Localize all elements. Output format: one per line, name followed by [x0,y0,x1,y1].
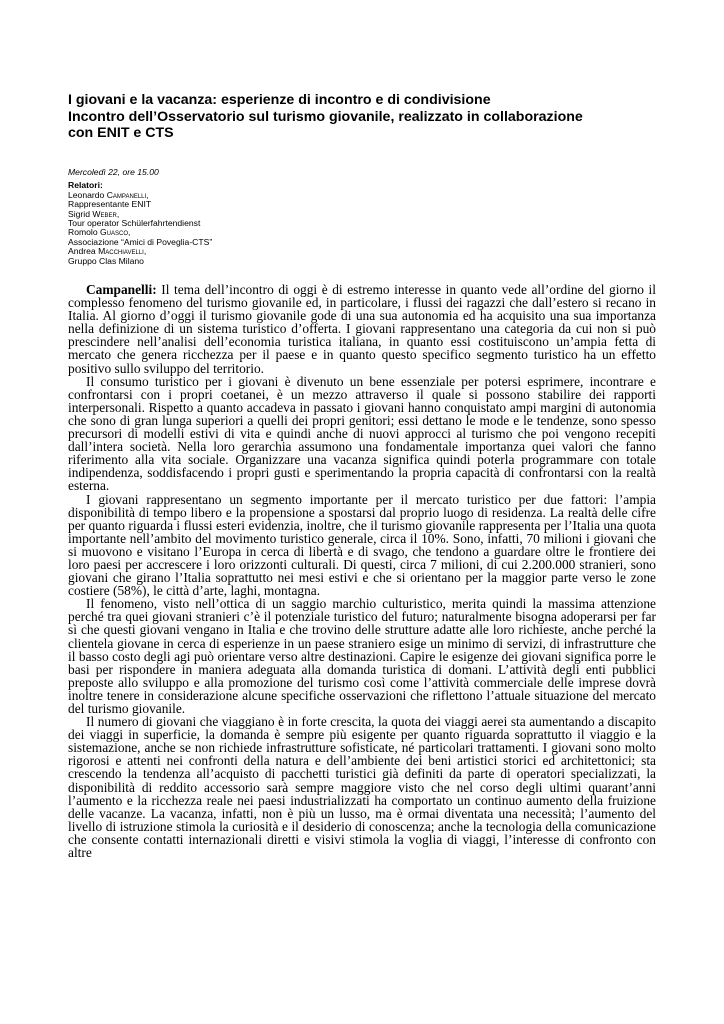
speaker-role: Gruppo Clas Milano [68,255,144,266]
document-title [68,92,668,142]
document-body [68,283,656,859]
speaker-role: Rappresentante ENIT [68,199,152,210]
speaker-name: Romolo Guasco, [68,227,131,238]
speaker-last-name: Macchiavelli [98,246,144,257]
event-meta [68,168,468,266]
paragraph-text: Il tema dell’incontro di oggi è di estremo interesse in quanto vede all’ordine del giorno il complesso fenomeno del turismo giovanile ed, in particolare, i flussi dei ragazzi che dall’estero si recano in Italia. Al giorno d’oggi il turismo giovanile gode di una sua autonomia ed ha acquisito una sua importanza nella definizione di un sistema turistico d’offerta. I giovani rappresentano una categoria da cui non si può prescindere nell’analisi dell’economia turistica italiana, in quanto essi costituiscono un’ampia fetta di mercato che genera ricchezza per il paese e in quanto questo specifico segmento turistico ha un effetto positivo sullo sviluppo del territorio. [68,282,656,376]
speaker-name: Sigrid Weber, [68,208,120,219]
speaker-role: Associazione “Amici di Poveglia-CTS” [68,236,213,247]
speaker-last-name: Guasco [100,227,129,238]
event-date: Mercoledì 22, ore 15.00 [68,167,159,177]
speaker-label: Campanelli: [86,282,157,297]
paragraph: Il numero di giovani che viaggiano è in forte crescita, la quota dei viaggi aerei sta aumentando a discapito dei viaggi in superficie, la domanda è sempre più esigente per quanto riguarda soprattutto il viaggio e la sistemazione, anche se non richiede infrastrutture sofisticate, né particolari trattamenti. I giovani sono molto rigorosi e attenti nei confronti della natura e dell’ambiente dei beni artistici storici ed architettonici; sta crescendo la tendenza all’acquisto di pacchetti turistici già definiti da parte di operatori specializzati, la disponibilità di reddito accessorio sarà sempre maggiore visto che nel corso degli ultimi quarant’anni l’aumento e la ricchezza reale nei paesi industrializzati ha comportato un continuo aumento della fruizione delle vacanze. La vacanza, infatti, non è più un lusso, ma è ormai diventata una necessità; l’aumento del livello di istruzione stimola la curiosità e il desiderio di conoscenza; anche la tecnologia della comunicazione che consente contatti internazionali diretti e visivi stimola la voglia di viaggi, l’interesse di confronto con altre [68,714,656,861]
speaker-last-name: Weber [92,208,117,219]
speaker-name: Andrea Macchiavelli, [68,246,147,257]
speaker-name: Leonardo Campanelli, [68,189,149,200]
paragraph: Il consumo turistico per i giovani è divenuto un bene essenziale per potersi esprimere, incontrare e confrontarsi con i propri coetanei, è un mezzo attraverso il quale si possono stabilire dei rapporti interpersonali. Rispetto a quanto accadeva in passato i giovani hanno conquistato ampi margini di autonomia che sono di gran lunga superiori a quelli dei propri genitori; essi dettano le mode e le tendenze, sono spesso precursori di modelli estivi di vita e quindi anche di nuovi approcci al turismo che poi vengono recepiti dall’intera società. Nella loro gerarchia assumono una fondamentale importanza quei valori che fanno riferimento alla vita sociale. Organizzare una vacanza significa quindi poterla programmare con totale indipendenza, soddisfacendo i propri gusti e sperimentando la propria capacità di confrontarsi con la realtà esterna. [68,373,656,494]
paragraph: Il fenomeno, visto nell’ottica di un saggio marchio culturistico, merita quindi la massima attenzione perché tra quei giovani stranieri c’è il potenziale turistico del futuro; naturalmente bisogna adoperarsi per far sì che questi giovani vengano in Italia e che trovino delle strutture adatte alle loro richieste, anche perché la clientela giovane in cerca di esperienze in un paese straniero esige un minimo di servizi, di infrastrutture che il basso costo degli agi può orientare verso altre destinazioni. Capire le esigenze dei giovani significa porre le basi per rispondere in maniera adeguata alla domanda turistica di domani. L’attività degli enti pubblici preposte allo sviluppo e alla promozione del turismo così come l’attività commerciale delle imprese dovrà inoltre tenere in considerazione alcune specifiche osservazioni che riflettono l’attuale situazione del mercato del turismo giovanile. [68,596,656,716]
speaker-last-name: Campanelli [106,189,147,200]
title-line-1: I giovani e la vacanza: esperienze di incontro e di condivisione [68,92,491,108]
title-line-2: Incontro dell’Osservatorio sul turismo giovanile, realizzato in collaborazione [68,108,583,125]
speaker-first-name: Andrea [68,246,99,257]
speaker-first-name: Leonardo [68,189,107,200]
relatori-label: Relatori: [68,180,103,191]
title-line-3: con ENIT e CTS [68,125,174,141]
paragraph [68,283,656,375]
speaker-first-name: Sigrid [68,208,93,219]
speaker-first-name: Romolo [68,227,100,238]
paragraph: I giovani rappresentano un segmento importante per il mercato turistico per due fattori: l’ampia disponibilità di tempo libero e la propensione a spostarsi dal proprio luogo di residenza. La realtà delle cifre per quanto riguarda i flussi esteri evidenzia, inoltre, che il turismo giovanile rappresenta per l’Italia una quota importante nell’ambito del movimento turistico generale, circa il 10%. Sono, infatti, 70 milioni i giovani che si muovono e visitano l’Europa in cerca di libertà e di svago, che tendono a guardare oltre le frontiere dei loro paesi per accrescere i loro orizzonti culturali. Di questi, circa 7 milioni, di cui 2.200.000 stranieri, sono giovani che girano l’Italia soprattutto nei mesi estivi e che si orientano per la maggior parte verso le zone costiere (58%), le città d’arte, laghi, montagna. [68,491,656,599]
speaker-role: Tour operator Schülerfahrtendienst [68,218,201,229]
